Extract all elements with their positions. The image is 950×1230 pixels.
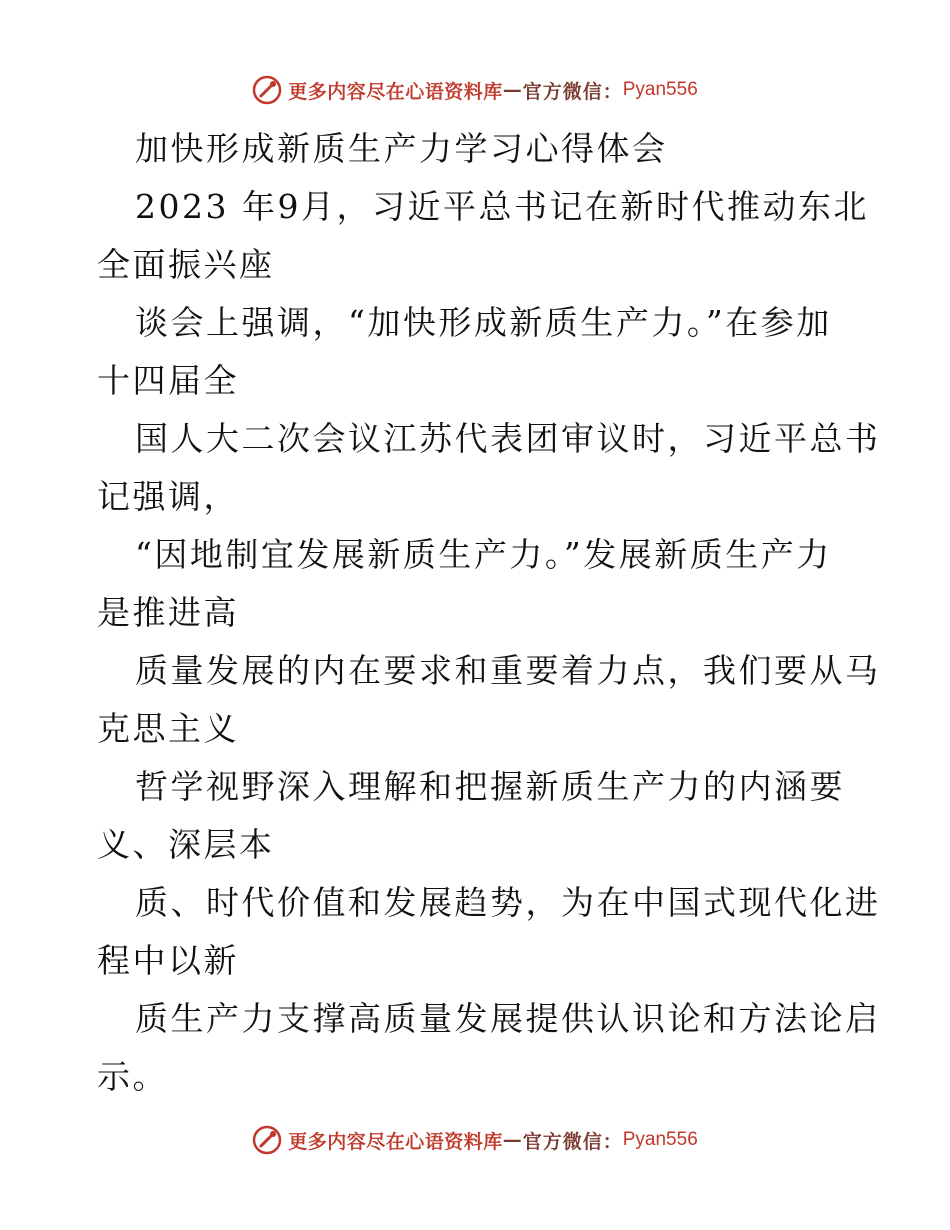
text-line: 质量发展的内在要求和重要着力点，我们要从马 bbox=[135, 651, 881, 690]
text-line: 是推进高 bbox=[97, 593, 239, 632]
text-line: 示。 bbox=[97, 1057, 168, 1096]
text-line: 克思主义 bbox=[97, 709, 239, 748]
logo-icon bbox=[252, 1125, 282, 1155]
document-body bbox=[97, 120, 881, 1106]
text-line: “因地制宜发展新质生产力。”发展新质生产力 bbox=[135, 535, 832, 574]
text-line: 记强调， bbox=[97, 477, 239, 516]
text-line: 哲学视野深入理解和把握新质生产力的内涵要 bbox=[135, 767, 845, 806]
text-line: 程中以新 bbox=[97, 941, 239, 980]
text-line: 全面振兴座 bbox=[97, 245, 275, 284]
text-line: 谈会上强调，“加快形成新质生产力。”在参加 bbox=[135, 303, 832, 342]
logo-icon bbox=[252, 75, 282, 105]
document-title: 加快形成新质生产力学习心得体会 bbox=[135, 129, 668, 168]
watermark-wechat-id: Pyan556 bbox=[622, 1129, 698, 1150]
watermark-wechat-label: 官方微信： bbox=[522, 1130, 623, 1153]
watermark-main-text: 更多内容尽在心语资料库 bbox=[288, 1130, 503, 1153]
header-watermark bbox=[0, 70, 950, 110]
text-line: 质、时代价值和发展趋势，为在中国式现代化进 bbox=[135, 883, 881, 922]
text-line: 义、深层本 bbox=[97, 825, 275, 864]
text-line: 质生产力支撑高质量发展提供认识论和方法论启 bbox=[135, 999, 881, 1038]
watermark-wechat-label: 官方微信： bbox=[522, 80, 623, 103]
watermark-wechat-id: Pyan556 bbox=[622, 79, 698, 100]
watermark-main-text: 更多内容尽在心语资料库 bbox=[288, 80, 503, 103]
watermark-dash: — bbox=[502, 79, 523, 101]
text-line: 2023 年9月，习近平总书记在新时代推动东北 bbox=[135, 187, 869, 226]
text-line: 十四届全 bbox=[97, 361, 239, 400]
watermark-dash: — bbox=[502, 1129, 523, 1151]
text-line: 国人大二次会议江苏代表团审议时，习近平总书 bbox=[135, 419, 881, 458]
footer-watermark bbox=[0, 1120, 950, 1160]
